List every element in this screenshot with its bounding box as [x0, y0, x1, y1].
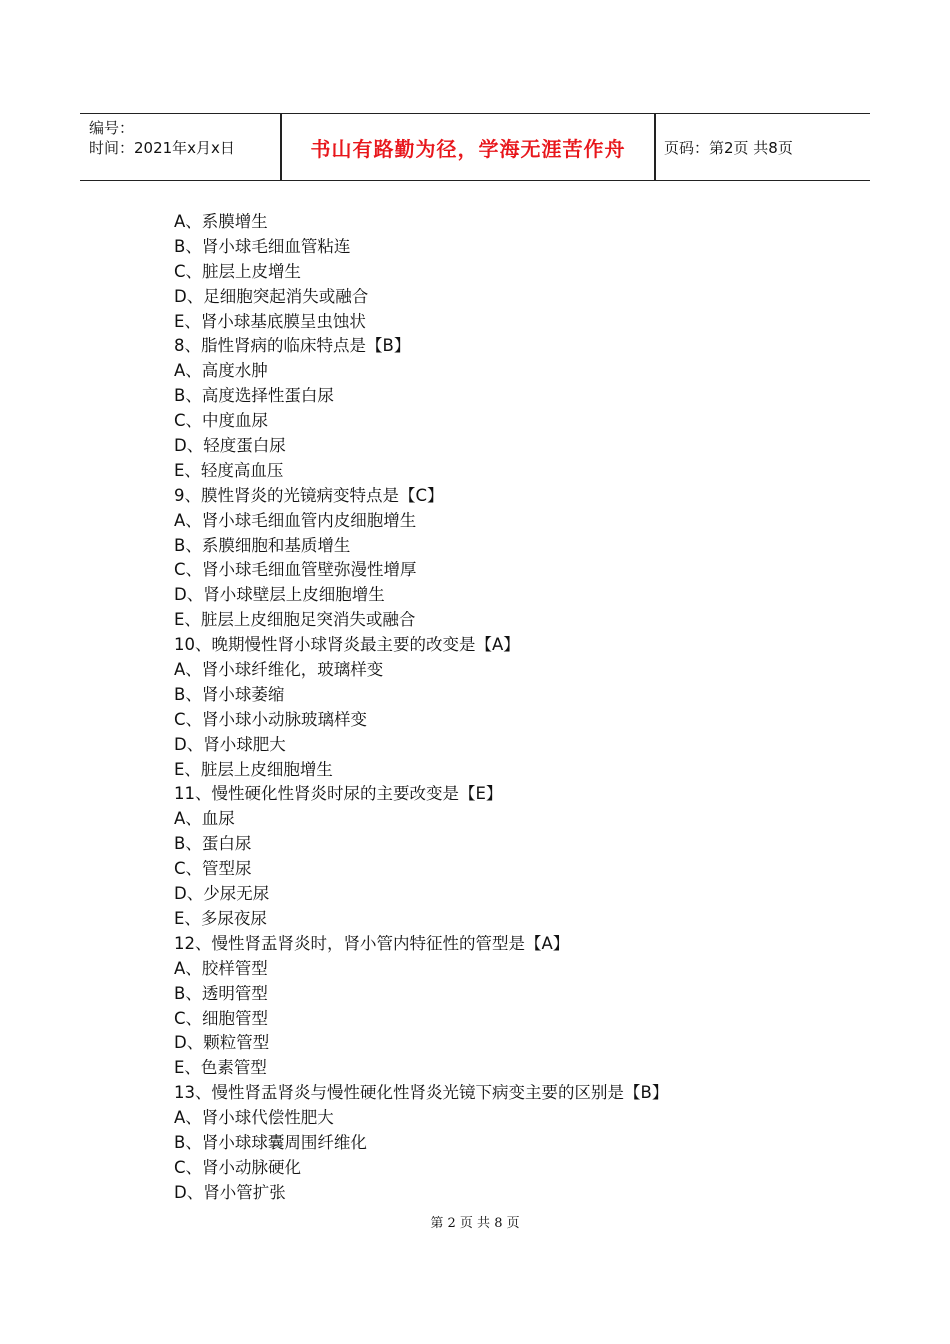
- question-list: [174, 210, 874, 1206]
- answer-option: D、肾小球壁层上皮细胞增生: [174, 585, 385, 605]
- question-stem: 9、膜性肾炎的光镜病变特点是【C】: [174, 485, 444, 505]
- answer-option: A、高度水肿: [174, 361, 268, 381]
- answer-option: C、管型尿: [174, 859, 252, 879]
- header-motto: 书山有路勤为径，学海无涯苦作舟: [310, 136, 626, 161]
- answer-option: B、高度选择性蛋白尿: [174, 386, 334, 406]
- answer-option: C、肾小球毛细血管壁弥漫性增厚: [174, 560, 417, 580]
- footer-page-number: 第 2 页 共 8 页: [430, 1216, 520, 1231]
- answer-option: A、肾小球代偿性肥大: [174, 1108, 334, 1128]
- document-number-label: 编号：: [89, 119, 135, 137]
- answer-option: C、中度血尿: [174, 411, 269, 431]
- answer-option: A、肾小球毛细血管内皮细胞增生: [174, 510, 417, 530]
- answer-option: A、系膜增生: [174, 212, 268, 231]
- answer-option: E、多尿夜尿: [174, 908, 267, 928]
- answer-option: D、足细胞突起消失或融合: [174, 286, 369, 306]
- answer-option: C、肾小球小动脉玻璃样变: [174, 709, 368, 729]
- header-divider: [654, 114, 656, 180]
- answer-option: B、肾小球球囊周围纤维化: [174, 1132, 367, 1152]
- answer-option: B、肾小球萎缩: [174, 684, 285, 704]
- answer-option: A、胶样管型: [174, 958, 268, 978]
- question-stem: 11、慢性硬化性肾炎时尿的主要改变是【E】: [174, 784, 503, 804]
- answer-option: E、轻度高血压: [174, 460, 284, 480]
- question-stem: 8、脂性肾病的临床特点是【B】: [174, 336, 411, 356]
- answer-option: C、脏层上皮增生: [174, 261, 302, 281]
- answer-option: B、透明管型: [174, 983, 268, 1003]
- header-meta: [89, 118, 279, 158]
- document-date: 时间：2021年x月x日: [89, 139, 235, 157]
- answer-option: C、细胞管型: [174, 1008, 269, 1028]
- answer-option: E、脏层上皮细胞增生: [174, 759, 333, 779]
- answer-option: D、颗粒管型: [174, 1033, 270, 1053]
- answer-option: D、少尿无尿: [174, 884, 270, 904]
- answer-option: D、轻度蛋白尿: [174, 436, 286, 456]
- answer-option: E、色素管型: [174, 1058, 267, 1078]
- answer-option: E、脏层上皮细胞足突消失或融合: [174, 610, 416, 630]
- answer-option: D、肾小球肥大: [174, 734, 286, 754]
- question-stem: 10、晚期慢性肾小球肾炎最主要的改变是【A】: [174, 635, 520, 655]
- answer-option: C、肾小动脉硬化: [174, 1157, 302, 1177]
- answer-option: A、血尿: [174, 809, 235, 829]
- answer-option: B、肾小球毛细血管粘连: [174, 236, 351, 256]
- header-page-info: 页码：第2页 共8页: [664, 138, 793, 157]
- answer-option: B、系膜细胞和基质增生: [174, 535, 351, 555]
- answer-option: E、肾小球基底膜呈虫蚀状: [174, 311, 366, 331]
- question-stem: 12、慢性肾盂肾炎时，肾小管内特征性的管型是【A】: [174, 933, 570, 953]
- answer-option: A、肾小球纤维化，玻璃样变: [174, 660, 384, 680]
- page-header: [80, 113, 870, 181]
- answer-option: B、蛋白尿: [174, 834, 252, 854]
- answer-option: D、肾小管扩张: [174, 1182, 286, 1202]
- question-stem: 13、慢性肾盂肾炎与慢性硬化性肾炎光镜下病变主要的区别是【B】: [174, 1083, 669, 1103]
- page-footer: [0, 1212, 950, 1231]
